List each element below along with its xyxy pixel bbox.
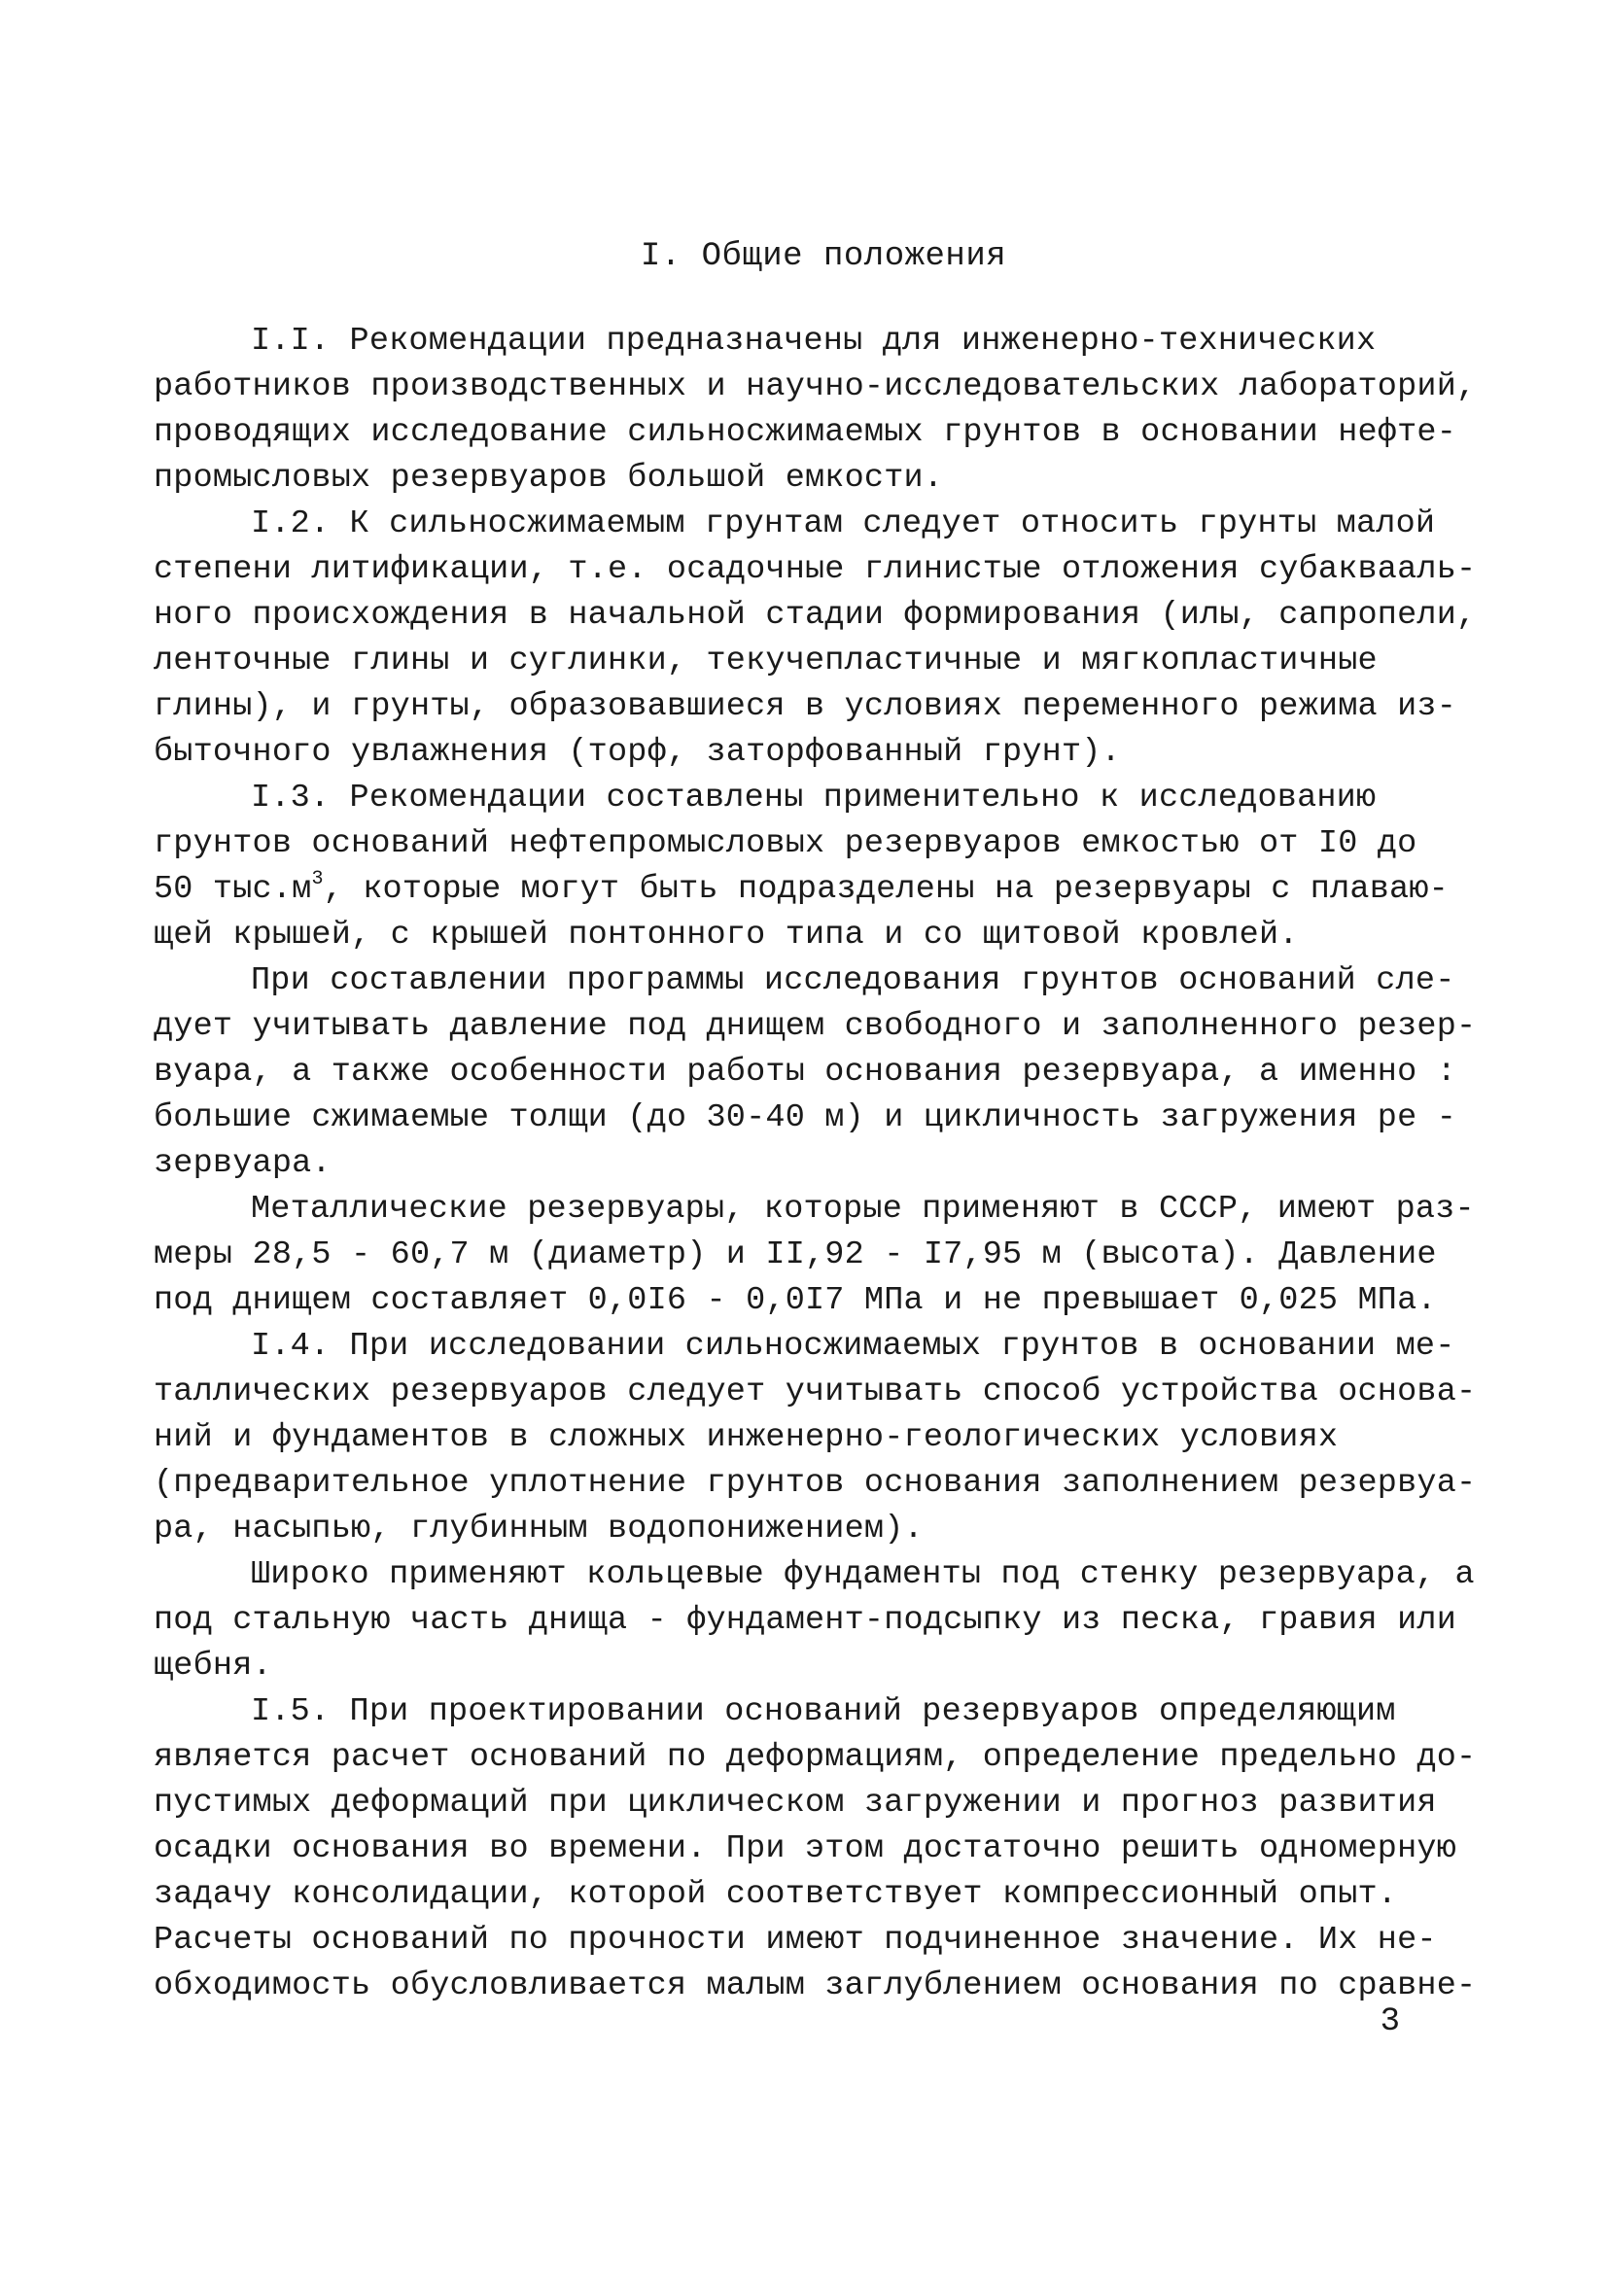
text-line-content: быточного увлажнения (торф, заторфованный грунт). — [154, 734, 1121, 771]
text-line-content: щей крышей, с крышей понтонного типа и со щитовой кровлей. — [154, 917, 1299, 954]
text-line-content: Металлические резервуары, которые применяют в СССР, имеют раз- — [251, 1191, 1475, 1228]
text-line-content: меры 28,5 - 60,7 м (диаметр) и II,92 - I7,95 м (высота). Давление — [154, 1236, 1437, 1273]
text-line-content: При составлении программы исследования грунтов оснований сле- — [251, 962, 1455, 999]
text-line-content: щебня. — [154, 1648, 272, 1685]
text-line — [154, 1689, 1417, 1735]
text-line — [154, 1370, 1477, 1415]
text-line-content: Расчеты оснований по прочности имеют подчиненное значение. Их не- — [154, 1922, 1437, 1959]
text-line — [154, 1141, 1417, 1187]
text-line — [154, 1918, 1437, 1964]
text-line — [154, 913, 1417, 958]
text-line-content: Широко применяют кольцевые фундаменты под стенку резервуара, а — [251, 1556, 1475, 1593]
text-line-content: I.2. К сильносжимаемым грунтам следует относить грунты малой — [251, 505, 1436, 542]
text-line — [154, 1324, 1455, 1370]
text-line — [154, 1598, 1457, 1644]
page-number: 3 — [1380, 2003, 1400, 2040]
text-line-content: глины), и грунты, образовавшиеся в условиях переменного режима из- — [154, 688, 1457, 725]
text-line — [154, 1507, 1417, 1552]
text-line-content: под днищем составляет 0,0I6 - 0,0I7 МПа и не превышает 0,025 МПа. — [154, 1282, 1437, 1319]
text-line — [154, 456, 1417, 502]
text-line — [154, 1964, 1477, 2009]
text-line — [154, 1872, 1417, 1918]
text-line-content: дует учитывать давление под днищем свободного и заполненного резер- — [154, 1008, 1477, 1045]
text-line-content: является расчет оснований по деформациям, определение предельно до- — [154, 1739, 1477, 1776]
text-line-content: работников производственных и научно-исследовательских лабораторий, — [154, 368, 1477, 405]
text-line — [154, 1552, 1475, 1598]
text-line — [154, 958, 1455, 1004]
text-line — [154, 1004, 1477, 1050]
text-line-content: (предварительное уплотнение грунтов основания заполнением резервуа- — [154, 1465, 1477, 1502]
text-line-content: I.5. При проектировании оснований резервуаров определяющим — [251, 1693, 1396, 1730]
text-line-content: задачу консолидации, которой соответствует компрессионный опыт. — [154, 1876, 1398, 1913]
text-line-content: таллических резервуаров следует учитывать способ устройства основа- — [154, 1374, 1477, 1410]
text-line — [154, 1096, 1457, 1141]
text-line-content: I.4. При исследовании сильносжимаемых грунтов в основании ме- — [251, 1328, 1455, 1365]
text-line-content: проводящих исследование сильносжимаемых грунтов в основании нефте- — [154, 414, 1457, 451]
text-line-content: ного происхождения в начальной стадии формирования (илы, сапропели, — [154, 597, 1477, 634]
text-line-content: грунтов оснований нефтепромысловых резервуаров емкостью от I0 до — [154, 825, 1417, 862]
text-line — [154, 639, 1417, 684]
text-line — [154, 502, 1436, 547]
text-line-content: 50 тыс.м — [154, 871, 312, 908]
text-line-continuation: , которые могут быть подразделены на резервуары с плаваю- — [323, 871, 1449, 908]
text-line-content: обходимость обусловливается малым заглублением основания по сравне- — [154, 1967, 1477, 2004]
text-line — [154, 1735, 1477, 1781]
text-line — [154, 365, 1477, 410]
text-line-content: степени литификации, т.е. осадочные глинистые отложения субаквааль- — [154, 551, 1477, 588]
text-line-content: I.I. Рекомендации предназначены для инженерно-технических — [251, 323, 1377, 360]
section-heading: I. Общие положения — [640, 238, 1007, 275]
text-line-content: ра, насыпью, глубинным водопонижением). — [154, 1511, 924, 1548]
superscript: 3 — [311, 868, 324, 890]
text-line-content: большие сжимаемые толщи (до 30-40 м) и цикличность загружения ре - — [154, 1099, 1457, 1136]
text-line — [154, 1461, 1477, 1507]
text-line — [154, 319, 1417, 365]
text-line-content: под стальную часть днища - фундамент-подсыпку из песка, гравия или — [154, 1602, 1457, 1639]
text-line-content: I.3. Рекомендации составлены применительно к исследованию — [251, 780, 1377, 817]
text-line — [154, 1826, 1457, 1872]
text-line-content: ний и фундаментов в сложных инженерно-геологических условиях — [154, 1419, 1339, 1456]
text-line — [154, 547, 1477, 593]
text-line — [154, 410, 1457, 456]
text-line — [154, 593, 1477, 639]
text-line-content: промысловых резервуаров большой емкости. — [154, 460, 944, 497]
text-line-content: вуара, а также особенности работы основания резервуара, а именно : — [154, 1054, 1457, 1091]
text-line-content: осадки основания во времени. При этом достаточно решить одномерную — [154, 1830, 1457, 1867]
text-line — [154, 821, 1417, 867]
text-line — [154, 1644, 1417, 1689]
text-line — [154, 1278, 1437, 1324]
text-line — [154, 684, 1457, 730]
text-line-content: пустимых деформаций при циклическом загружении и прогноз развития — [154, 1785, 1437, 1822]
text-line-content: ленточные глины и суглинки, текучепластичные и мягкопластичные — [154, 643, 1378, 679]
text-line — [154, 776, 1417, 821]
body-text — [154, 319, 1477, 2009]
text-line — [154, 867, 1449, 913]
text-line — [154, 1781, 1437, 1826]
text-line-content: зервуара. — [154, 1145, 332, 1182]
text-line — [154, 1233, 1437, 1278]
text-line — [154, 1050, 1457, 1096]
text-line — [154, 730, 1417, 776]
text-line — [154, 1187, 1475, 1233]
text-line — [154, 1415, 1417, 1461]
